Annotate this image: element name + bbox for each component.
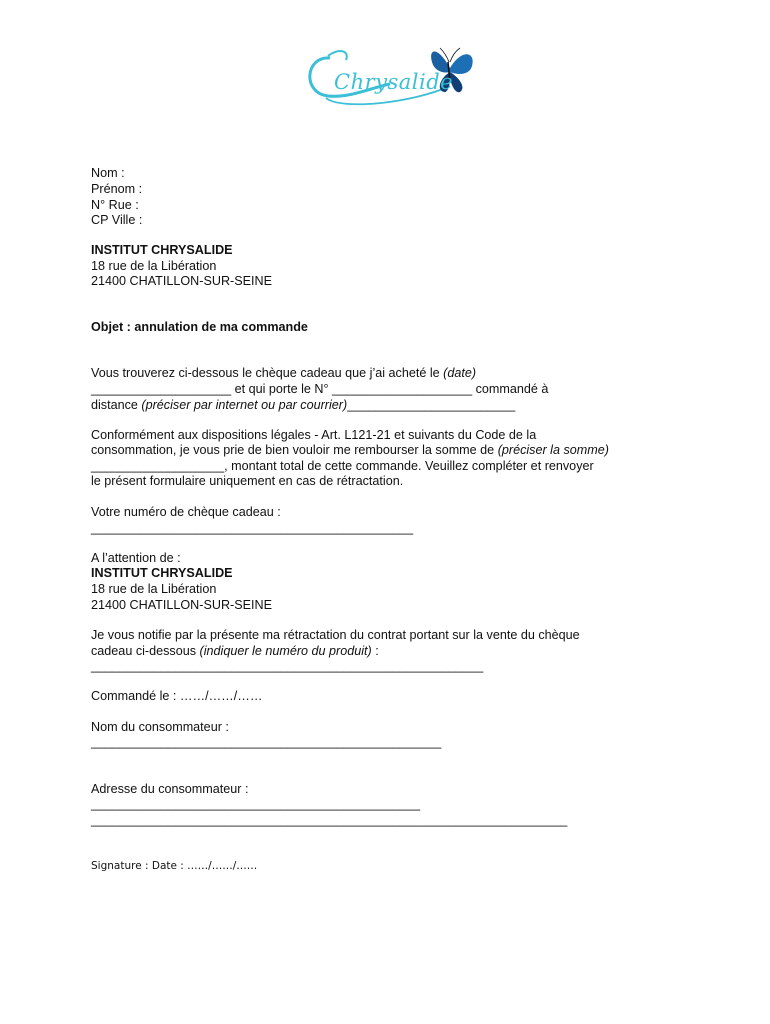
- para1-line2: ____________________ et qui porte le N° ____________________ commandé à: [91, 382, 549, 396]
- para2-line1: Conformément aux dispositions légales - Art. L121-21 et suivants du Code de la: [91, 428, 537, 442]
- para2-line4: le présent formulaire uniquement en cas de rétractation.: [91, 474, 404, 488]
- consumer-name-label: Nom du consommateur :: [91, 720, 229, 734]
- chrysalide-logo: [300, 38, 480, 114]
- para1-line3: [91, 398, 515, 413]
- para2-amount-hint: (préciser la somme): [497, 443, 609, 457]
- attention-name: INSTITUT CHRYSALIDE: [91, 566, 233, 580]
- notify-product-hint: (indiquer le numéro du produit): [199, 644, 372, 658]
- sender-nom: Nom :: [91, 166, 125, 180]
- notify-line2: [91, 644, 379, 659]
- sender-cp-ville: CP Ville :: [91, 213, 143, 227]
- para1-line3-text: distance: [91, 398, 142, 412]
- cheque-blank: ______________________________________________: [91, 521, 414, 535]
- para2-line2-text: consommation, je vous prie de bien vouloir me rembourser la somme de: [91, 443, 498, 457]
- attention-label: A l’attention de :: [91, 551, 181, 565]
- sender-rue: N° Rue :: [91, 198, 139, 212]
- attention-street: 18 rue de la Libération: [91, 582, 217, 596]
- para1-line1-text: Vous trouverez ci-dessous le chèque cadeau que j’ai acheté le: [91, 366, 444, 380]
- recipient-city: 21400 CHATILLON-SUR-SEINE: [91, 274, 273, 288]
- sender-prenom: Prénom :: [91, 182, 143, 196]
- consumer-address-blank1: _______________________________________________: [91, 797, 421, 811]
- order-date-field: Commandé le : ……/……/……: [91, 689, 263, 703]
- consumer-address-blank2: ____________________________________________________________________: [91, 813, 568, 827]
- signature-date-line: Signature : Date : ……/……/……: [91, 860, 258, 872]
- para2-line3: ___________________, montant total de cette commande. Veuillez compléter et renvoyer: [91, 459, 594, 473]
- consumer-address-label: Adresse du consommateur :: [91, 782, 249, 796]
- consumer-name-blank: __________________________________________________: [91, 735, 442, 749]
- para1-method-hint: (préciser par internet ou par courrier): [141, 398, 348, 412]
- notify-blank: ________________________________________________________: [91, 659, 484, 673]
- para1-line1: [91, 366, 476, 381]
- notify-colon: :: [371, 644, 379, 658]
- attention-city: 21400 CHATILLON-SUR-SEINE: [91, 598, 273, 612]
- logo-text: Chrysalide: [334, 70, 454, 94]
- notify-line2-text: cadeau ci-dessous: [91, 644, 200, 658]
- para1-date-hint: (date): [443, 366, 477, 380]
- recipient-street: 18 rue de la Libération: [91, 259, 217, 273]
- subject-line: Objet : annulation de ma commande: [91, 320, 308, 334]
- para2-line2: [91, 443, 609, 458]
- recipient-name: INSTITUT CHRYSALIDE: [91, 243, 233, 257]
- notify-line1: Je vous notifie par la présente ma rétractation du contrat portant sur la vente du chèque: [91, 628, 580, 642]
- cheque-label: Votre numéro de chèque cadeau :: [91, 505, 281, 519]
- para1-line3-blank: ________________________: [347, 398, 516, 412]
